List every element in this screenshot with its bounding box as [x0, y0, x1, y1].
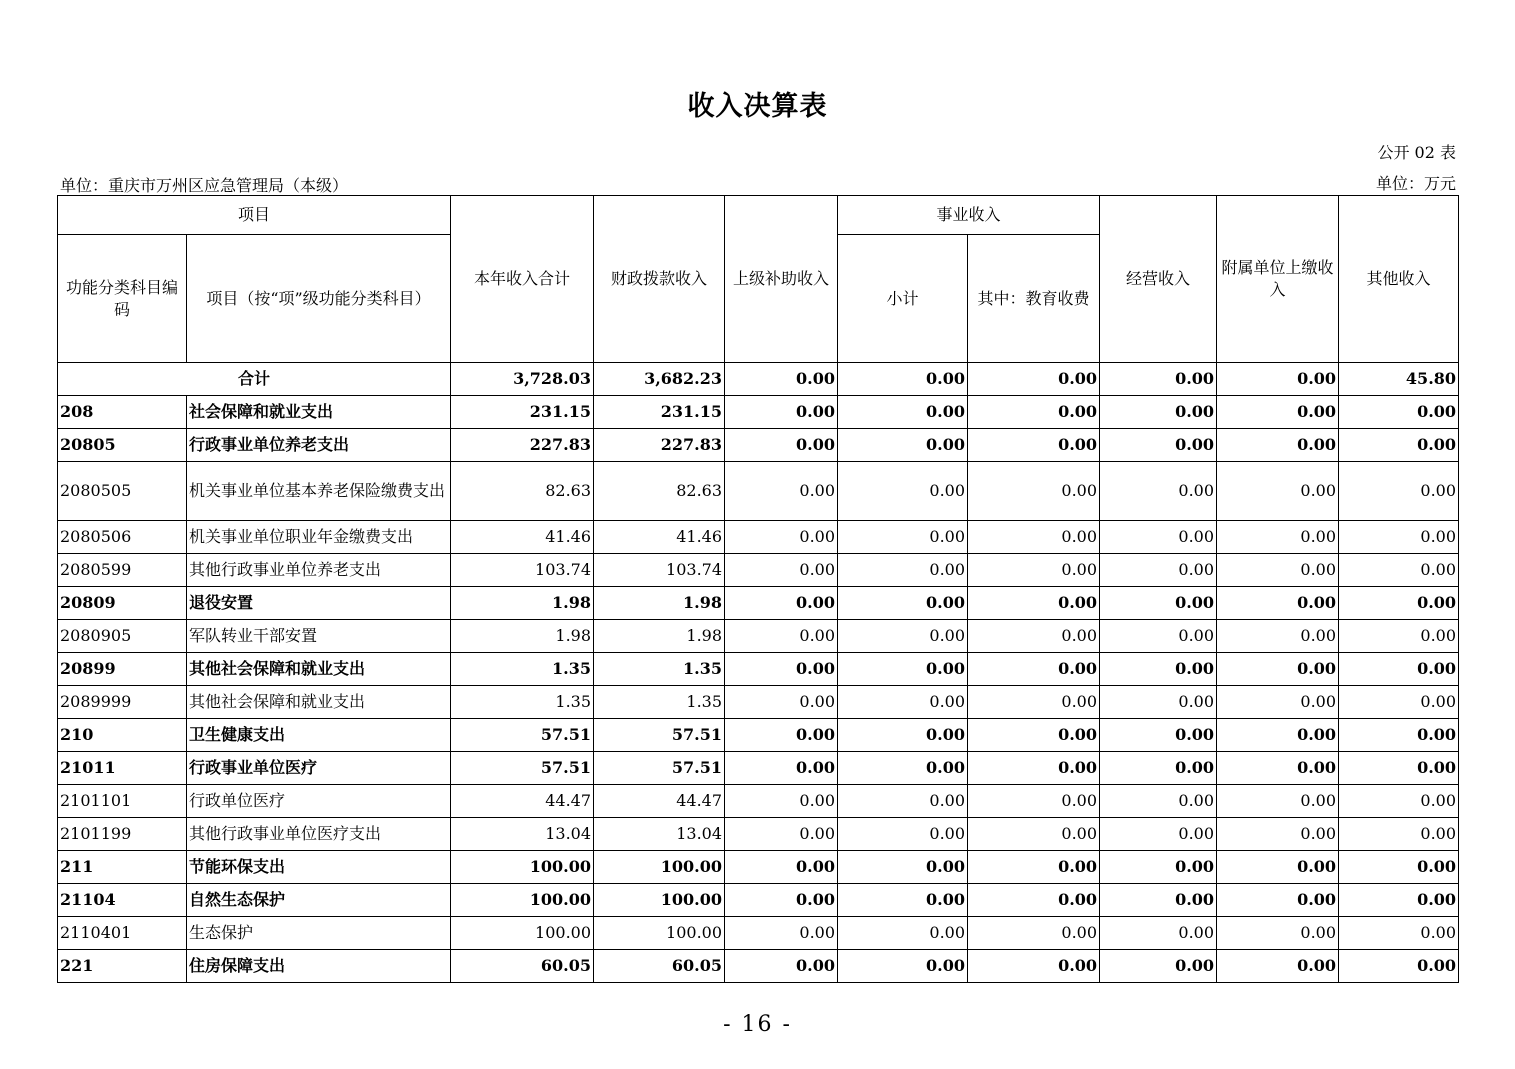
row-value: 0.00 — [1339, 396, 1459, 429]
row-value: 0.00 — [1217, 818, 1339, 851]
table-row — [58, 653, 1459, 686]
row-name: 退役安置 — [187, 587, 451, 620]
row-value: 0.00 — [838, 620, 968, 653]
row-name: 住房保障支出 — [187, 950, 451, 983]
row-value: 0.00 — [838, 851, 968, 884]
row-value: 0.00 — [725, 462, 838, 521]
row-value: 0.00 — [1100, 851, 1217, 884]
row-value: 0.00 — [1100, 719, 1217, 752]
row-code: 208 — [58, 396, 187, 429]
table-row — [58, 785, 1459, 818]
row-value: 0.00 — [968, 396, 1100, 429]
row-value: 0.00 — [968, 785, 1100, 818]
row-value: 1.35 — [451, 653, 594, 686]
row-value: 0.00 — [1339, 587, 1459, 620]
row-value: 0.00 — [1339, 521, 1459, 554]
row-value: 0.00 — [1100, 884, 1217, 917]
row-value: 0.00 — [725, 884, 838, 917]
row-value: 1.98 — [594, 620, 725, 653]
row-value: 0.00 — [725, 653, 838, 686]
row-value: 0.00 — [838, 429, 968, 462]
row-value: 82.63 — [451, 462, 594, 521]
row-value: 0.00 — [1339, 462, 1459, 521]
row-value: 1.98 — [594, 587, 725, 620]
row-value: 0.00 — [838, 587, 968, 620]
header-other: 其他收入 — [1339, 196, 1459, 363]
row-value: 0.00 — [838, 686, 968, 719]
row-name: 其他社会保障和就业支出 — [187, 686, 451, 719]
table-row — [58, 917, 1459, 950]
row-value: 0.00 — [1217, 719, 1339, 752]
row-value: 103.74 — [594, 554, 725, 587]
row-value: 0.00 — [1217, 917, 1339, 950]
header-affiliated: 附属单位上缴收入 — [1217, 196, 1339, 363]
row-value: 0.00 — [1217, 396, 1339, 429]
row-value: 0.00 — [1339, 785, 1459, 818]
row-value: 44.47 — [451, 785, 594, 818]
page-number: - 16 - — [723, 1012, 792, 1037]
row-value: 0.00 — [725, 554, 838, 587]
row-value: 0.00 — [725, 521, 838, 554]
row-value: 0.00 — [1100, 653, 1217, 686]
row-value: 57.51 — [594, 752, 725, 785]
row-code: 2101199 — [58, 818, 187, 851]
row-value: 1.98 — [451, 587, 594, 620]
row-value: 0.00 — [968, 719, 1100, 752]
header-fiscal: 财政拨款收入 — [594, 196, 725, 363]
row-value: 0.00 — [725, 917, 838, 950]
row-value: 0.00 — [1339, 620, 1459, 653]
row-value: 0.00 — [1100, 917, 1217, 950]
row-value: 0.00 — [1217, 785, 1339, 818]
row-value: 103.74 — [451, 554, 594, 587]
row-value: 0.00 — [1100, 521, 1217, 554]
table-row — [58, 851, 1459, 884]
row-value: 0.00 — [838, 785, 968, 818]
row-name: 自然生态保护 — [187, 884, 451, 917]
row-value: 0.00 — [1339, 719, 1459, 752]
table-row — [58, 620, 1459, 653]
table-row — [58, 521, 1459, 554]
row-code: 21104 — [58, 884, 187, 917]
row-value: 0.00 — [968, 818, 1100, 851]
row-value: 0.00 — [1339, 884, 1459, 917]
row-code: 20899 — [58, 653, 187, 686]
total-cell: 0.00 — [1100, 363, 1217, 396]
row-value: 0.00 — [725, 818, 838, 851]
row-value: 0.00 — [838, 521, 968, 554]
row-value: 0.00 — [1217, 554, 1339, 587]
row-value: 57.51 — [594, 719, 725, 752]
row-value: 100.00 — [451, 884, 594, 917]
row-value: 0.00 — [838, 917, 968, 950]
table-row — [58, 752, 1459, 785]
row-value: 0.00 — [1339, 851, 1459, 884]
row-value: 0.00 — [1100, 462, 1217, 521]
row-value: 0.00 — [725, 719, 838, 752]
header-superior-subsidy: 上级补助收入 — [725, 196, 838, 363]
row-name: 行政单位医疗 — [187, 785, 451, 818]
row-value: 227.83 — [451, 429, 594, 462]
row-value: 0.00 — [968, 521, 1100, 554]
row-name: 行政事业单位医疗 — [187, 752, 451, 785]
row-value: 0.00 — [968, 653, 1100, 686]
row-value: 0.00 — [968, 917, 1100, 950]
total-cell: 3,728.03 — [451, 363, 594, 396]
row-value: 231.15 — [594, 396, 725, 429]
unit-currency: 单位：万元 — [1375, 174, 1456, 193]
row-value: 1.35 — [451, 686, 594, 719]
row-name: 军队转业干部安置 — [187, 620, 451, 653]
row-value: 0.00 — [1339, 818, 1459, 851]
row-code: 211 — [58, 851, 187, 884]
row-name: 其他社会保障和就业支出 — [187, 653, 451, 686]
row-value: 0.00 — [968, 950, 1100, 983]
row-code: 2089999 — [58, 686, 187, 719]
row-code: 2101101 — [58, 785, 187, 818]
row-value: 0.00 — [1100, 752, 1217, 785]
row-code: 20809 — [58, 587, 187, 620]
row-code: 2080506 — [58, 521, 187, 554]
table-row — [58, 818, 1459, 851]
row-code: 20805 — [58, 429, 187, 462]
row-name: 其他行政事业单位医疗支出 — [187, 818, 451, 851]
row-value: 57.51 — [451, 752, 594, 785]
row-name: 机关事业单位基本养老保险缴费支出 — [187, 462, 451, 521]
row-value: 0.00 — [1339, 653, 1459, 686]
row-value: 0.00 — [1100, 429, 1217, 462]
row-value: 0.00 — [838, 818, 968, 851]
total-cell: 0.00 — [1217, 363, 1339, 396]
row-value: 0.00 — [1339, 752, 1459, 785]
row-value: 0.00 — [968, 686, 1100, 719]
table-row — [58, 884, 1459, 917]
row-name: 卫生健康支出 — [187, 719, 451, 752]
table-row — [58, 719, 1459, 752]
header-item-group: 项目 — [58, 196, 451, 235]
row-value: 0.00 — [1217, 851, 1339, 884]
header-business-group: 事业收入 — [838, 196, 1100, 235]
row-value: 0.00 — [725, 429, 838, 462]
row-value: 0.00 — [1339, 950, 1459, 983]
row-value: 0.00 — [968, 884, 1100, 917]
row-value: 1.35 — [594, 686, 725, 719]
row-value: 0.00 — [838, 950, 968, 983]
row-value: 0.00 — [968, 587, 1100, 620]
row-value: 60.05 — [594, 950, 725, 983]
row-value: 0.00 — [725, 396, 838, 429]
row-value: 0.00 — [1217, 686, 1339, 719]
table-row — [58, 587, 1459, 620]
row-value: 100.00 — [594, 851, 725, 884]
table-row — [58, 429, 1459, 462]
total-cell: 45.80 — [1339, 363, 1459, 396]
row-value: 0.00 — [968, 620, 1100, 653]
row-value: 0.00 — [1217, 752, 1339, 785]
row-value: 0.00 — [1217, 884, 1339, 917]
total-row — [58, 363, 1459, 396]
row-name: 社会保障和就业支出 — [187, 396, 451, 429]
row-value: 0.00 — [725, 620, 838, 653]
row-value: 41.46 — [451, 521, 594, 554]
row-value: 0.00 — [725, 752, 838, 785]
row-value: 0.00 — [1339, 917, 1459, 950]
row-value: 0.00 — [725, 785, 838, 818]
row-value: 0.00 — [838, 884, 968, 917]
row-value: 231.15 — [451, 396, 594, 429]
row-value: 0.00 — [968, 752, 1100, 785]
page-title: 收入决算表 — [687, 91, 828, 122]
row-value: 0.00 — [1217, 429, 1339, 462]
row-value: 0.00 — [968, 429, 1100, 462]
unit-organization: 单位：重庆市万州区应急管理局（本级） — [60, 176, 349, 195]
row-value: 0.00 — [1100, 950, 1217, 983]
total-label: 合计 — [58, 363, 451, 396]
row-value: 0.00 — [1217, 653, 1339, 686]
row-name: 机关事业单位职业年金缴费支出 — [187, 521, 451, 554]
row-code: 210 — [58, 719, 187, 752]
row-value: 0.00 — [838, 653, 968, 686]
row-value: 0.00 — [1100, 396, 1217, 429]
row-value: 0.00 — [968, 851, 1100, 884]
row-value: 100.00 — [451, 917, 594, 950]
row-value: 57.51 — [451, 719, 594, 752]
header-operating: 经营收入 — [1100, 196, 1217, 363]
table-row — [58, 950, 1459, 983]
row-value: 82.63 — [594, 462, 725, 521]
row-value: 0.00 — [1339, 686, 1459, 719]
table-body — [58, 363, 1459, 983]
row-code: 221 — [58, 950, 187, 983]
form-number: 公开 02 表 — [1377, 143, 1456, 162]
row-value: 0.00 — [1100, 818, 1217, 851]
row-value: 13.04 — [451, 818, 594, 851]
header-total-income: 本年收入合计 — [451, 196, 594, 363]
row-value: 0.00 — [725, 851, 838, 884]
row-code: 2110401 — [58, 917, 187, 950]
row-value: 0.00 — [1217, 620, 1339, 653]
row-value: 100.00 — [451, 851, 594, 884]
total-cell: 0.00 — [968, 363, 1100, 396]
row-value: 13.04 — [594, 818, 725, 851]
header-code: 功能分类科目编码 — [58, 235, 187, 363]
total-cell: 3,682.23 — [594, 363, 725, 396]
row-value: 0.00 — [1217, 521, 1339, 554]
row-code: 2080905 — [58, 620, 187, 653]
total-cell: 0.00 — [838, 363, 968, 396]
header-subtotal: 小计 — [838, 235, 968, 363]
row-value: 41.46 — [594, 521, 725, 554]
table-row — [58, 396, 1459, 429]
row-value: 0.00 — [1100, 686, 1217, 719]
row-value: 0.00 — [838, 396, 968, 429]
header-name: 项目（按“项”级功能分类科目） — [187, 235, 451, 363]
row-value: 0.00 — [1217, 950, 1339, 983]
table-row — [58, 554, 1459, 587]
row-value: 100.00 — [594, 917, 725, 950]
row-value: 0.00 — [725, 950, 838, 983]
row-value: 0.00 — [968, 554, 1100, 587]
row-value: 0.00 — [1339, 429, 1459, 462]
row-code: 2080599 — [58, 554, 187, 587]
row-value: 0.00 — [838, 719, 968, 752]
row-value: 0.00 — [1100, 620, 1217, 653]
row-value: 0.00 — [838, 752, 968, 785]
row-code: 2080505 — [58, 462, 187, 521]
row-value: 100.00 — [594, 884, 725, 917]
row-name: 其他行政事业单位养老支出 — [187, 554, 451, 587]
row-value: 0.00 — [838, 462, 968, 521]
row-value: 1.35 — [594, 653, 725, 686]
header-education-fee: 其中：教育收费 — [968, 235, 1100, 363]
row-value: 44.47 — [594, 785, 725, 818]
row-value: 0.00 — [1217, 462, 1339, 521]
row-name: 行政事业单位养老支出 — [187, 429, 451, 462]
row-value: 0.00 — [1100, 785, 1217, 818]
row-value: 0.00 — [838, 554, 968, 587]
row-value: 0.00 — [725, 587, 838, 620]
row-name: 节能环保支出 — [187, 851, 451, 884]
row-value: 227.83 — [594, 429, 725, 462]
row-value: 0.00 — [1217, 587, 1339, 620]
row-value: 0.00 — [1100, 587, 1217, 620]
total-cell: 0.00 — [725, 363, 838, 396]
income-table — [57, 195, 1459, 983]
row-value: 0.00 — [725, 686, 838, 719]
table-row — [58, 686, 1459, 719]
row-value: 0.00 — [1339, 554, 1459, 587]
row-value: 1.98 — [451, 620, 594, 653]
row-value: 60.05 — [451, 950, 594, 983]
row-code: 21011 — [58, 752, 187, 785]
row-value: 0.00 — [1100, 554, 1217, 587]
table-row — [58, 462, 1459, 521]
row-name: 生态保护 — [187, 917, 451, 950]
row-value: 0.00 — [968, 462, 1100, 521]
